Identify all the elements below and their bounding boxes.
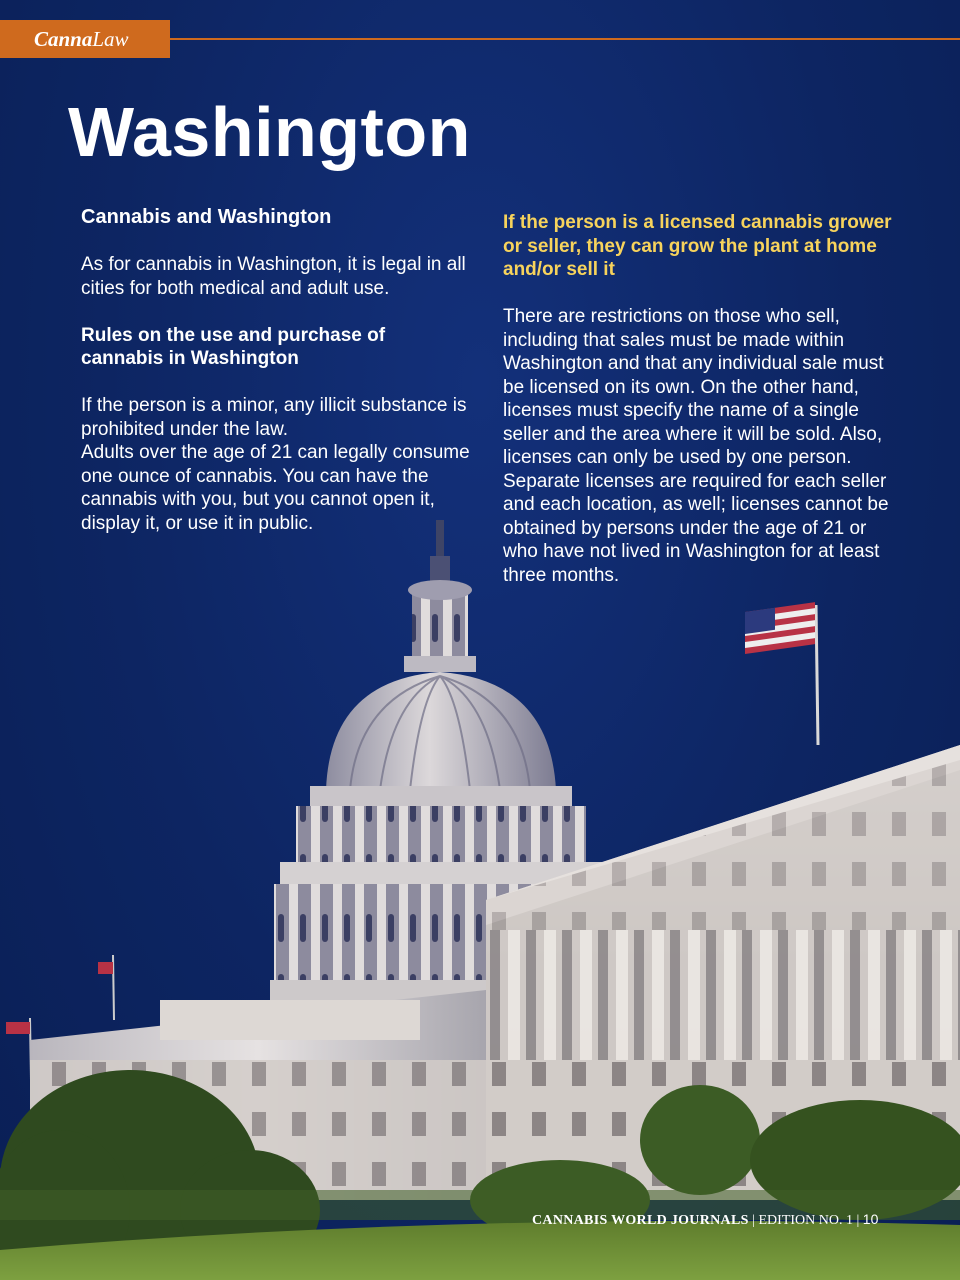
header-rule [170,38,960,40]
minor-paragraph: If the person is a minor, any illicit substance is prohibited under the law. [81,395,467,440]
brand-logo: CannaLaw [34,26,129,51]
right-column [503,211,903,587]
footer-separator-2: | [856,1213,860,1228]
brand-tab [0,20,170,58]
adults-paragraph: Adults over the age of 21 can legally consume one ounce of cannabis. You can have the cannabis with you, but you cannot open it, display it, or use it in public. [81,442,470,534]
page-footer [532,1211,878,1229]
right-body-paragraph: There are restrictions on those who sell, including that sales must be made within Washington and that any individual sale must be licensed on its own. On the other hand, licenses must specify the name of a single seller and the area where it will be sold. Also, licenses can only be used by one person. Separate licenses are required for each seller and each location, as well; licenses cannot be obtained by persons under the age of 21 or who have not lived in Washington for at least three months. [503,306,889,586]
right-heading: If the person is a licensed cannabis grower or seller, they can grow the plant at home and/or sell it [503,212,892,280]
intro-paragraph: As for cannabis in Washington, it is legal in all cities for both medical and adult use. [81,254,466,299]
footer-journal: CANNABIS WORLD JOURNALS [532,1213,749,1228]
page-number: 10 [862,1211,879,1227]
footer-edition: EDITION NO. 1 [758,1213,853,1228]
footer-separator: | [752,1213,755,1228]
page-title: Washington [68,93,471,171]
rules-heading: Rules on the use and purchase of cannabis in Washington [81,324,386,369]
left-heading: Cannabis and Washington [81,206,332,228]
left-column [81,206,471,535]
